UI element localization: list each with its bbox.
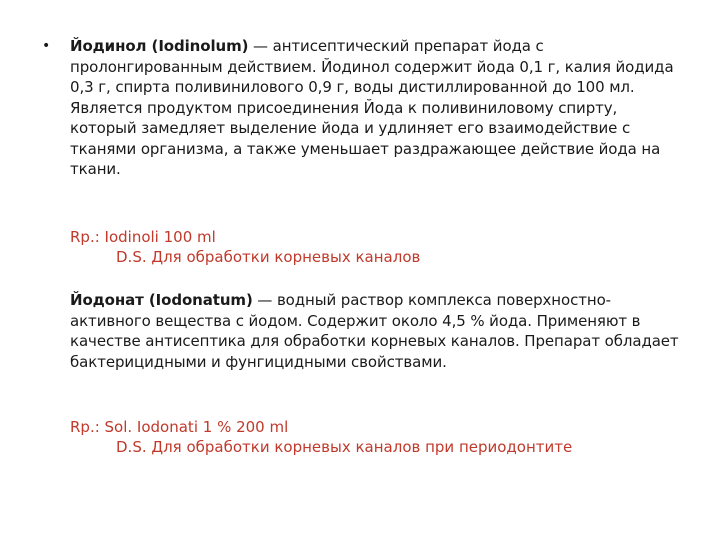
iodinol-recipe-rp: Rp.: Iodinoli 100 ml bbox=[70, 228, 216, 246]
iodonat-term: Йодонат (Iodonatum) bbox=[70, 291, 253, 309]
iodonat-recipe-ds: D.S. Для обработки корневых каналов при периодонтите bbox=[116, 438, 573, 456]
iodonat-text: — водный раствор комплекса поверхностно-активного вещества с йодом. Содержит около 4,5 % йода. Применяют в качестве антисептика для обработки корневых каналов. Препарат обладает бактерицидными и фунгицидными свойствами. bbox=[70, 291, 679, 371]
iodinol-paragraph bbox=[70, 36, 682, 180]
iodinol-term: Йодинол (Iodinolum) bbox=[70, 37, 249, 55]
iodinol-recipe-ds: D.S. Для обработки корневых каналов bbox=[116, 248, 421, 266]
iodinol-text: — антисептический препарат йода с пролонгированным действием. Йодинол содержит йода 0,1 г, калия йодида 0,3 г, спирта поливинилового 0,9 г, воды дистиллированной до 100 мл. Является продуктом присоединения Йода к поливиниловому спирту, который замедляет выделение йода и удлиняет его взаимодействие с тканями организма, а также уменьшает раздражающее действие йода на ткани. bbox=[70, 37, 674, 178]
bullet-marker: • bbox=[42, 38, 51, 54]
iodonat-recipe-rp: Rp.: Sol. Iodonati 1 % 200 ml bbox=[70, 418, 289, 436]
iodonat-paragraph bbox=[70, 290, 682, 372]
iodonat-description bbox=[70, 290, 682, 372]
iodinol-description bbox=[70, 36, 682, 180]
